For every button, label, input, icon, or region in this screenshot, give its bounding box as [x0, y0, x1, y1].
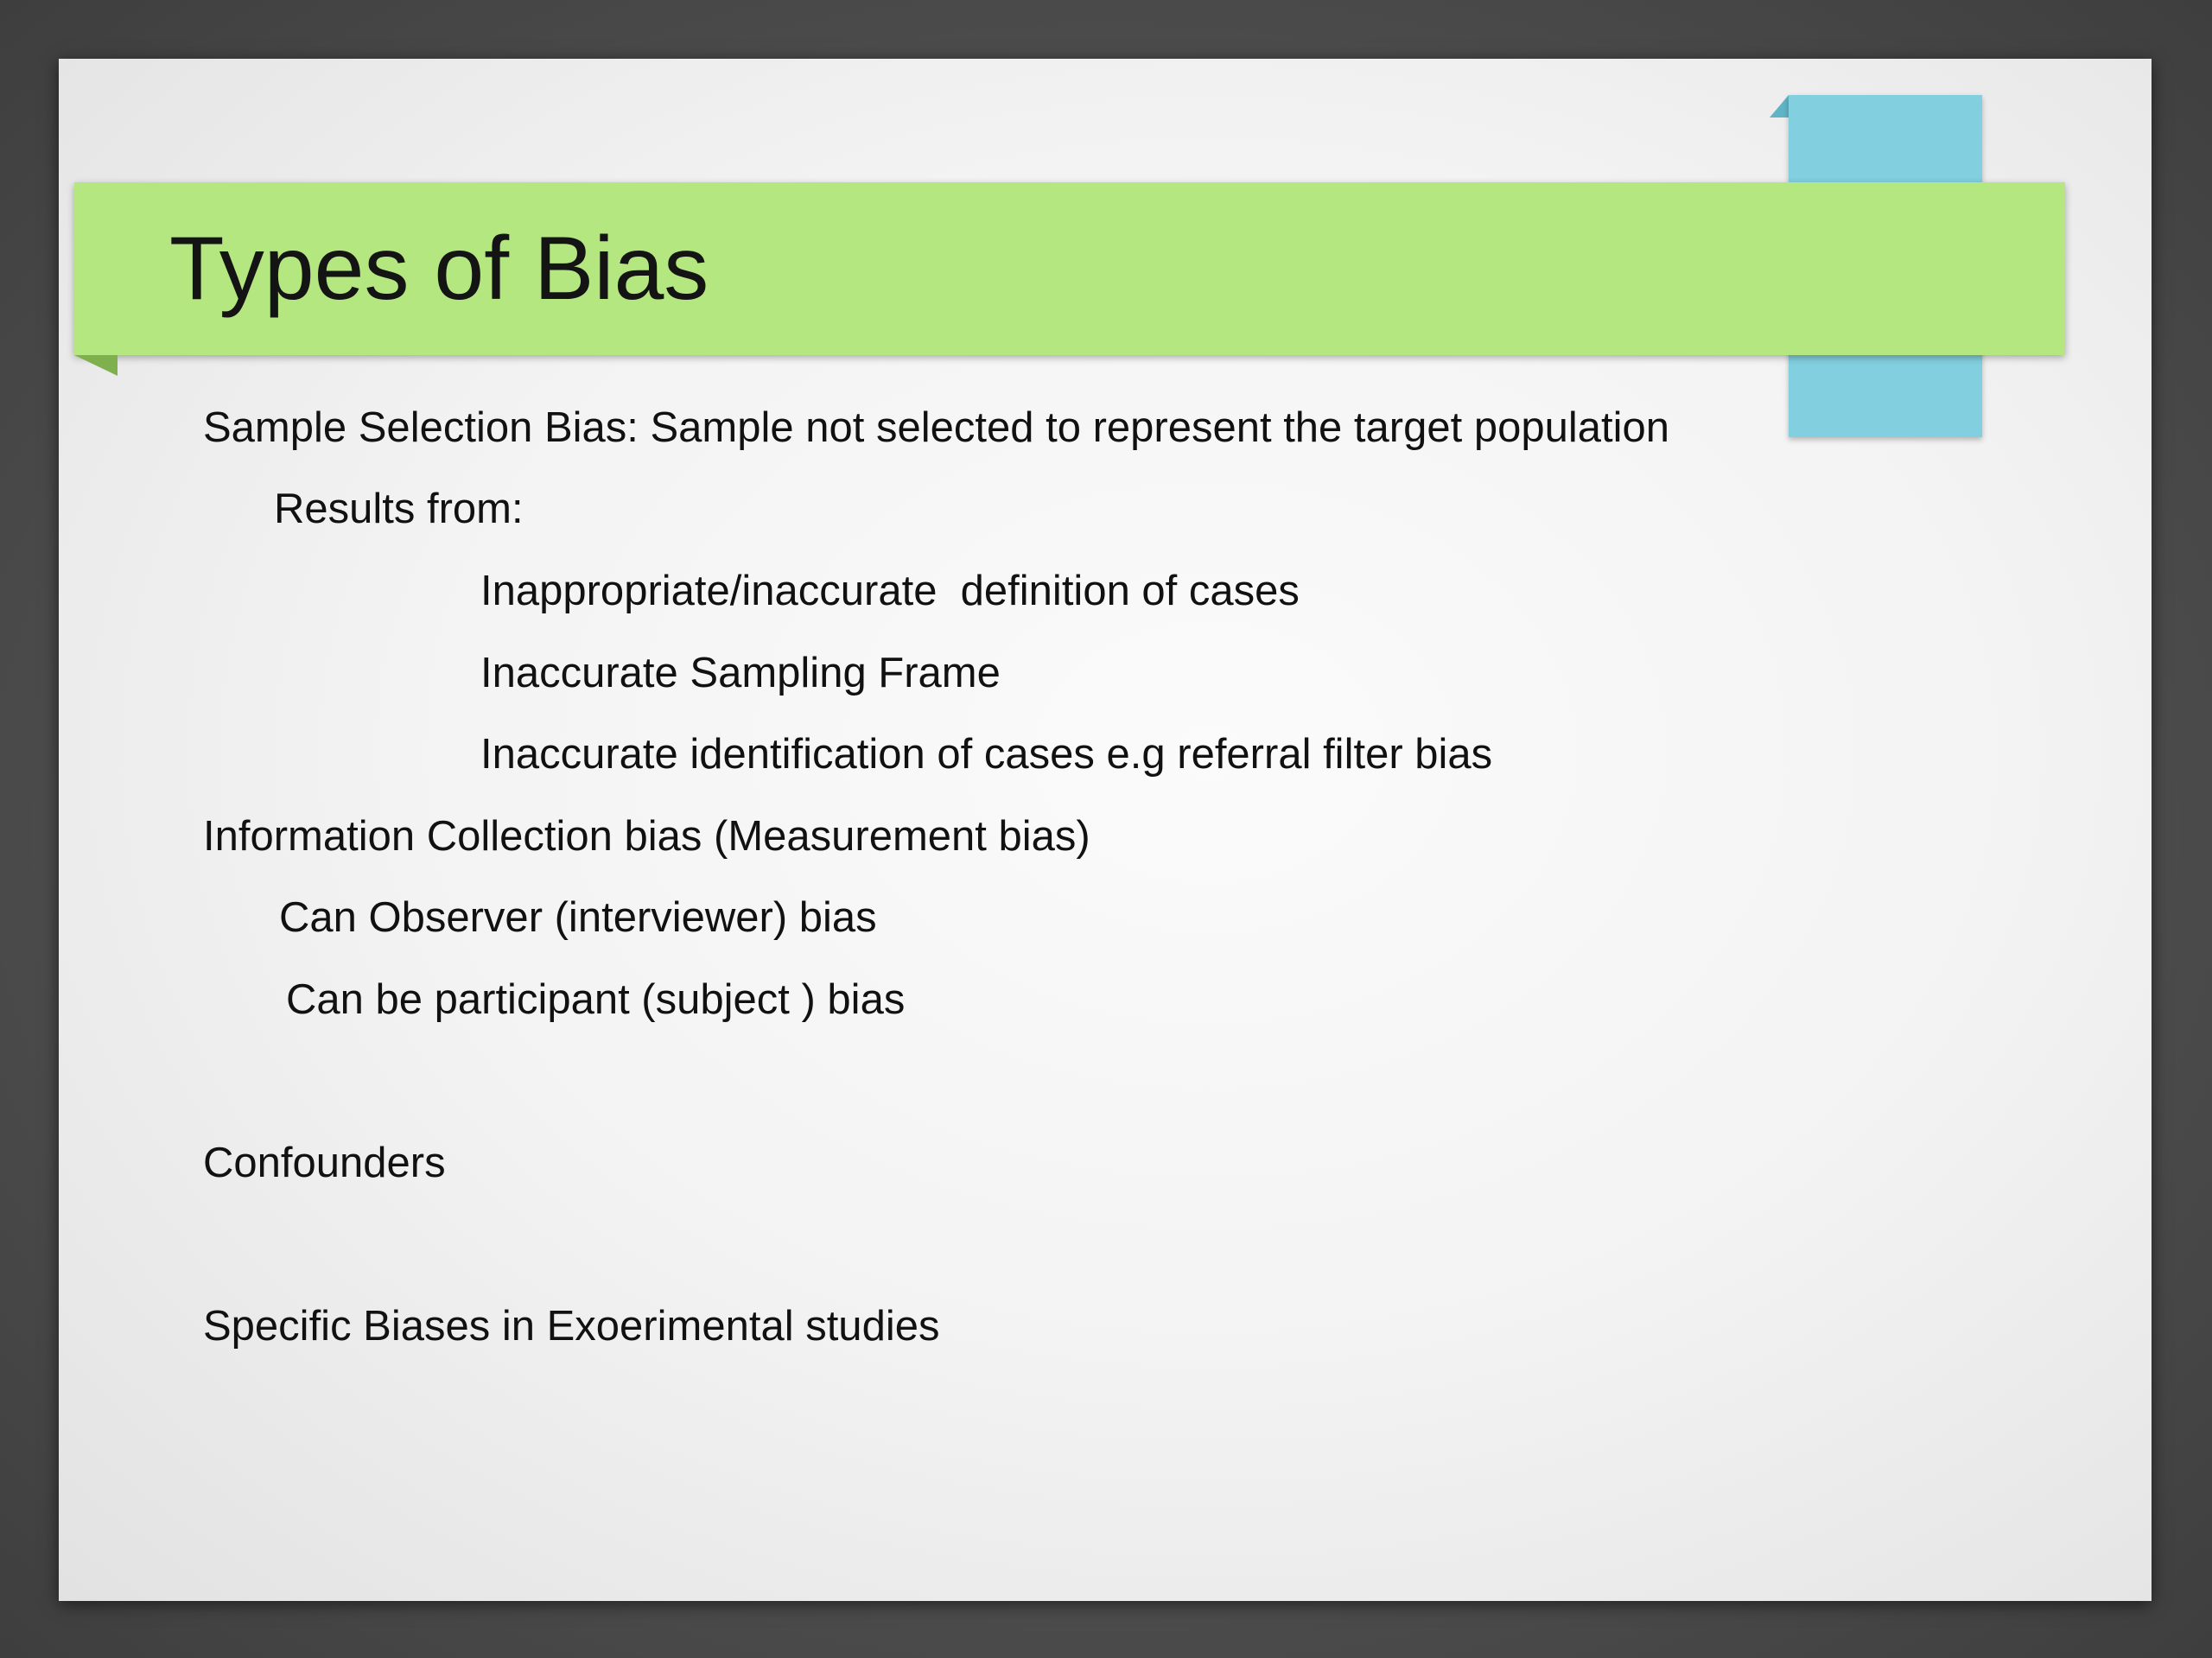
- sub-sub-sampling-frame: Inaccurate Sampling Frame: [480, 650, 1001, 696]
- accent-tab-fold: [1770, 95, 1789, 118]
- bullet-information-collection-bias: Information Collection bias (Measurement bias): [203, 813, 1090, 860]
- bullet-sample-selection-bias: Sample Selection Bias: Sample not selected to represent the target population: [203, 404, 1669, 451]
- bullet-experimental-biases: Specific Biases in Exoerimental studies: [203, 1303, 940, 1350]
- slide-title: Types of Bias: [169, 219, 709, 319]
- title-band: [74, 182, 2065, 355]
- sub-observer-bias: Can Observer (interviewer) bias: [279, 894, 877, 941]
- title-band-fold: [74, 355, 118, 376]
- sub-participant-bias: Can be participant (subject ) bias: [286, 976, 906, 1023]
- bullet-confounders: Confounders: [203, 1140, 446, 1186]
- sub-sub-definition-of-cases: Inappropriate/inaccurate definition of cases: [480, 568, 1300, 614]
- sub-sub-identification-of-cases: Inaccurate identification of cases e.g referral filter bias: [480, 731, 1493, 778]
- sub-results-from: Results from:: [274, 486, 524, 532]
- slide: [59, 59, 2152, 1601]
